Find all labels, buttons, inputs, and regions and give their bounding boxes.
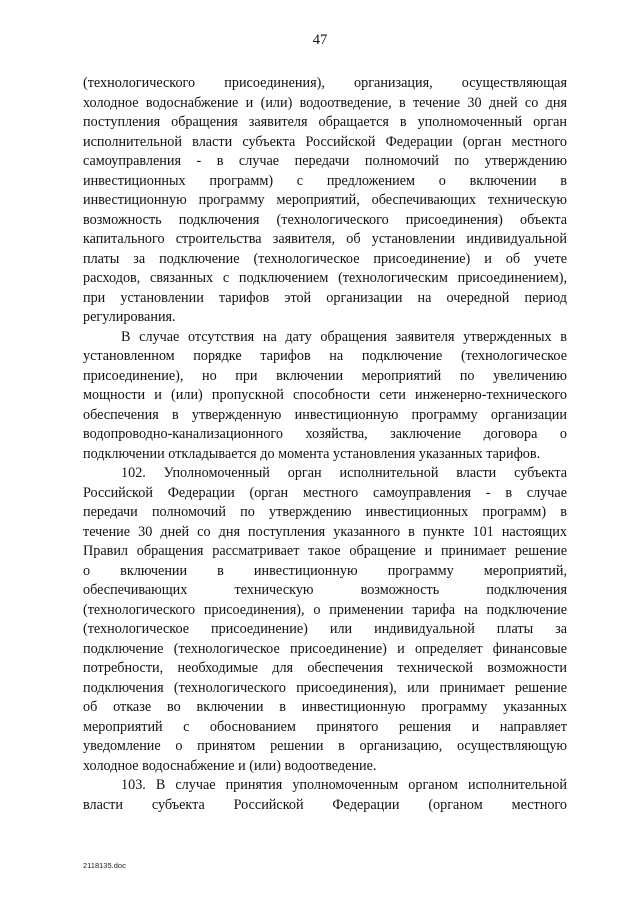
text-line: холодное водоснабжение и (или) водоотведение, в течение 30 дней со дня [83,94,567,111]
document-body [83,74,567,815]
text-line: самоуправления - в случае передачи полномочий по утверждению [83,153,567,169]
text-line: капитального строительства заявителя, об установлении индивидуальной [83,231,567,247]
document-filename: 2118135.doc [83,861,126,870]
text-line: (технологическое присоединение) или индивидуальной платы за [83,621,567,637]
text-line: исполнительной власти субъекта Российской Федерации (орган местного [83,133,567,150]
paragraph-3 [83,464,567,776]
text-line: мощности и (или) пропускной способности сети инженерно-технического [83,387,567,403]
text-line: течение 30 дней со дня поступления указанного в пункте 101 настоящих [83,523,567,540]
text-line: водопроводно-канализационного хозяйства, заключение договора о [83,426,567,442]
paragraph-1 [83,74,567,328]
text-line: подключение (технологическое присоединение) и определяет финансовые [83,640,567,657]
text-line: холодное водоснабжение и (или) водоотведение. [83,757,377,774]
text-line: (технологического присоединения), организация, осуществляющая [83,75,567,91]
paragraph-2 [83,328,567,465]
text-line: потребности, необходимые для обеспечения технической возможности [83,660,567,676]
text-line: обеспечивающих техническую возможность подключения [83,582,567,598]
text-line: при установлении тарифов этой организации на очередной период [83,289,567,306]
text-line: 103. В случае принятия уполномоченным органом исполнительной [121,777,567,793]
paragraph-4 [83,776,567,815]
text-line: 102. Уполномоченный орган исполнительной власти субъекта [121,465,567,481]
text-line: возможность подключения (технологического присоединения) объекта [83,211,567,228]
text-line: инвестиционных программ) с предложением о включении в [83,172,567,189]
page-number: 47 [312,32,328,48]
text-line: инвестиционную программу мероприятий, обеспечивающих техническую [83,192,567,208]
text-line: установленном порядке тарифов на подключение (технологическое [83,348,567,364]
text-line: В случае отсутствия на дату обращения заявителя утвержденных в [121,328,567,345]
text-line: Правил обращения рассматривает такое обращение и принимает решение [83,543,567,559]
text-line: о включении в инвестиционную программу мероприятий, [83,562,567,579]
text-line: уведомление о принятом решении в организацию, осуществляющую [83,738,567,754]
text-line: подключении откладывается до момента установления указанных тарифов. [83,445,541,462]
text-line: поступления обращения заявителя обращается в уполномоченный орган [83,114,567,130]
text-line: передачи полномочий по утверждению инвестиционных программ) в [83,504,567,520]
text-line: (технологического присоединения), о применении тарифа на подключение [83,601,567,618]
text-line: Российской Федерации (орган местного самоуправления - в случае [83,484,567,501]
text-line: мероприятий с обоснованием принятого решения и направляет [83,718,567,735]
text-line: присоединение), но при включении мероприятий по увеличению [83,367,567,384]
text-line: расходов, связанных с подключением (технологическим присоединением), [83,270,567,286]
text-line: подключения (технологического присоединения), или принимает решение [83,679,567,696]
text-line: регулирования. [83,309,176,325]
text-line: об отказе во включении в инвестиционную программу указанных [83,699,567,715]
text-line: обеспечения в утвержденную инвестиционную программу организации [83,406,567,423]
text-line: власти субъекта Российской Федерации (органом местного [83,796,567,813]
text-line: платы за подключение (технологическое присоединение) и об учете [83,250,567,267]
